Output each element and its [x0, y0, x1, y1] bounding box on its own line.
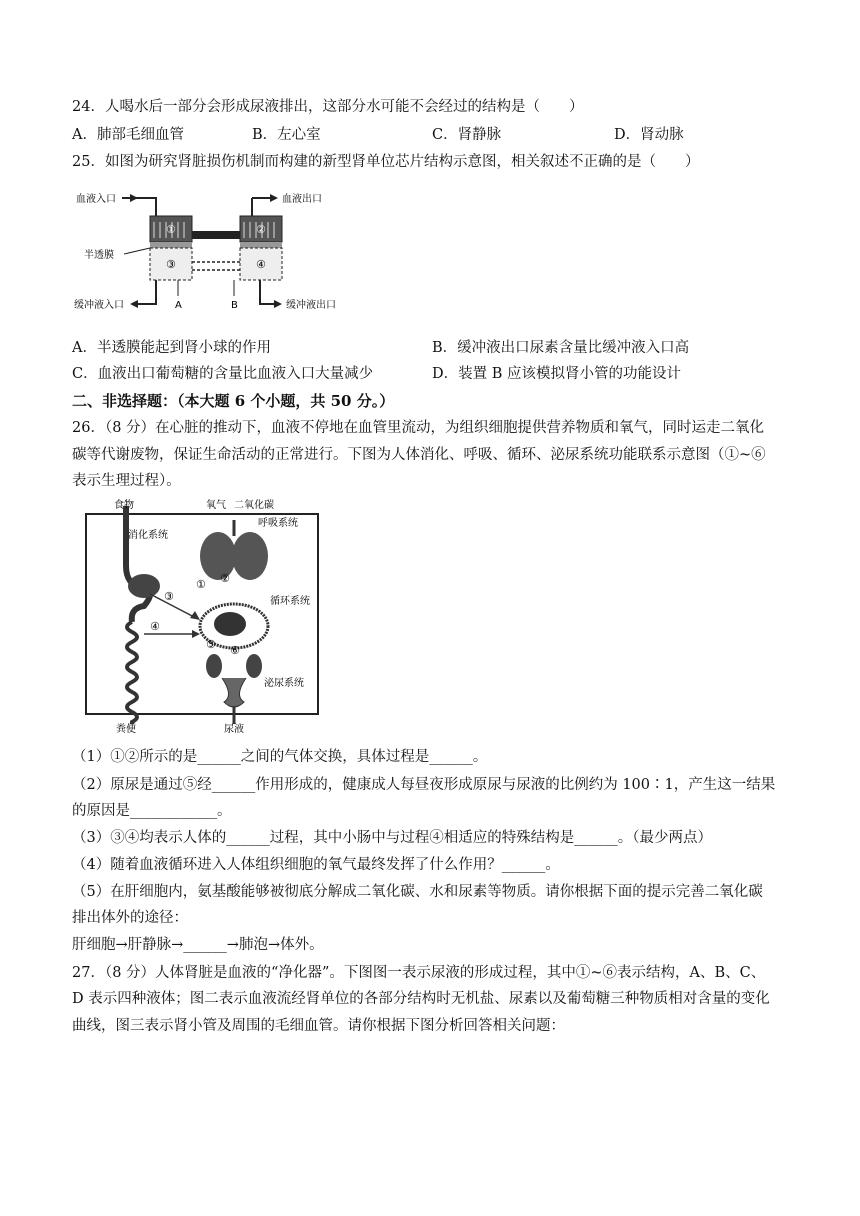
q25-stem: 25．如图为研究肾脏损伤机制而构建的新型肾单位芯片结构示意图，相关叙述不正确的是（ ）	[72, 154, 700, 170]
urinary-system-label: 泌尿系统	[264, 678, 304, 689]
urine-label: 尿液	[224, 724, 244, 734]
process-6-label: ⑥	[230, 644, 240, 657]
q27-line3: 曲线，图三表示肾小管及周围的毛细血管。请你根据下图分析回答相关问题：	[72, 1018, 565, 1034]
blood-inlet-label: 血液入口	[76, 194, 116, 205]
q26-sub3: （3）③④均表示人体的______过程，其中小肠中与过程④相适应的特殊结构是______。（最少两点）	[72, 830, 712, 846]
digestive-system-label: 消化系统	[128, 530, 168, 541]
co2-label: 二氧化碳	[234, 500, 274, 511]
membrane-label: 半透膜	[84, 250, 114, 261]
q24-option-b: B．左心室	[252, 127, 321, 143]
device-b-label: B	[231, 300, 238, 311]
process-5-label: ⑤	[206, 638, 216, 651]
q25-option-c: C．血液出口葡萄糖的含量比血液入口大量减少	[72, 366, 374, 382]
q25-option-d: D．装置 B 应该模拟肾小管的功能设计	[432, 366, 681, 382]
respiratory-system-label: 呼吸系统	[258, 518, 298, 529]
q25-option-b: B．缓冲液出口尿素含量比缓冲液入口高	[432, 340, 690, 356]
q26-intro-3: 表示生理过程）。	[72, 473, 181, 489]
q27-line2: D 表示四种液体；图二表示血液流经肾单位的各部分结构时无机盐、尿素以及葡萄糖三种物质相对含量的变化	[72, 991, 770, 1007]
chip-label-2: ②	[256, 223, 266, 236]
q26-sub5-line1: （5）在肝细胞内，氨基酸能够被彻底分解成二氧化碳、水和尿素等物质。请你根据下面的提示完善二氧化碳	[72, 884, 763, 900]
kidney-chip-figure	[74, 188, 354, 326]
q26-sub2-line2: 的原因是____________。	[72, 803, 232, 819]
q26-intro-2: 碳等代谢废物，保证生命活动的正常进行。下图为人体消化、呼吸、循环、泌尿系统功能联系示意图（①~⑥	[72, 447, 766, 463]
device-a-label: A	[175, 300, 182, 311]
q26-sub4: （4）随着血液循环进入人体组织细胞的氧气最终发挥了什么作用？______。	[72, 857, 560, 873]
process-1-label: ①	[196, 578, 206, 591]
q24-option-a: A．肺部毛细血管	[72, 127, 184, 143]
q26-co2-path: 肝细胞→肝静脉→______→肺泡→体外。	[72, 937, 324, 953]
q24-stem: 24．人喝水后一部分会形成尿液排出，这部分水可能不会经过的结构是（ ）	[72, 99, 584, 115]
blood-outlet-label: 血液出口	[282, 194, 322, 205]
q26-sub2-line1: （2）原尿是通过⑤经______作用形成的，健康成人每昼夜形成原尿与尿液的比例约为 100∶1，产生这一结果	[72, 777, 776, 793]
q26-intro-1: 26．（8 分）在心脏的推动下，血液不停地在血管里流动，为组织细胞提供营养物质和氧气，同时运走二氧化	[72, 420, 765, 436]
section-heading: 二、非选择题：（本大题 6 个小题，共 50 分。）	[72, 392, 395, 410]
q27-line1: 27．（8 分）人体肾脏是血液的“净化器”。下图图一表示尿液的形成过程，其中①~⑥表示结构，A、B、C、	[72, 965, 766, 981]
q24-option-d: D．肾动脉	[614, 127, 684, 143]
chip-label-1: ①	[166, 223, 176, 236]
q25-option-a: A．半透膜能起到肾小球的作用	[72, 340, 271, 356]
circulatory-system-label: 循环系统	[270, 596, 310, 607]
body-systems-figure	[74, 496, 326, 734]
buffer-inlet-label: 缓冲液入口	[74, 300, 124, 311]
q26-sub5-line2: 排出体外的途径：	[72, 910, 188, 926]
buffer-outlet-label: 缓冲液出口	[286, 300, 336, 311]
feces-label: 粪便	[116, 724, 136, 734]
food-label: 食物	[114, 500, 134, 511]
chip-label-4: ④	[256, 258, 266, 271]
q26-sub1: （1）①②所示的是______之间的气体交换，具体过程是______。	[72, 749, 488, 765]
oxygen-label: 氧气	[206, 500, 226, 511]
process-3-label: ③	[164, 590, 174, 603]
process-2-label: ②	[220, 572, 230, 585]
chip-label-3: ③	[166, 258, 176, 271]
q24-option-c: C．肾静脉	[432, 127, 502, 143]
process-4-label: ④	[150, 620, 160, 633]
